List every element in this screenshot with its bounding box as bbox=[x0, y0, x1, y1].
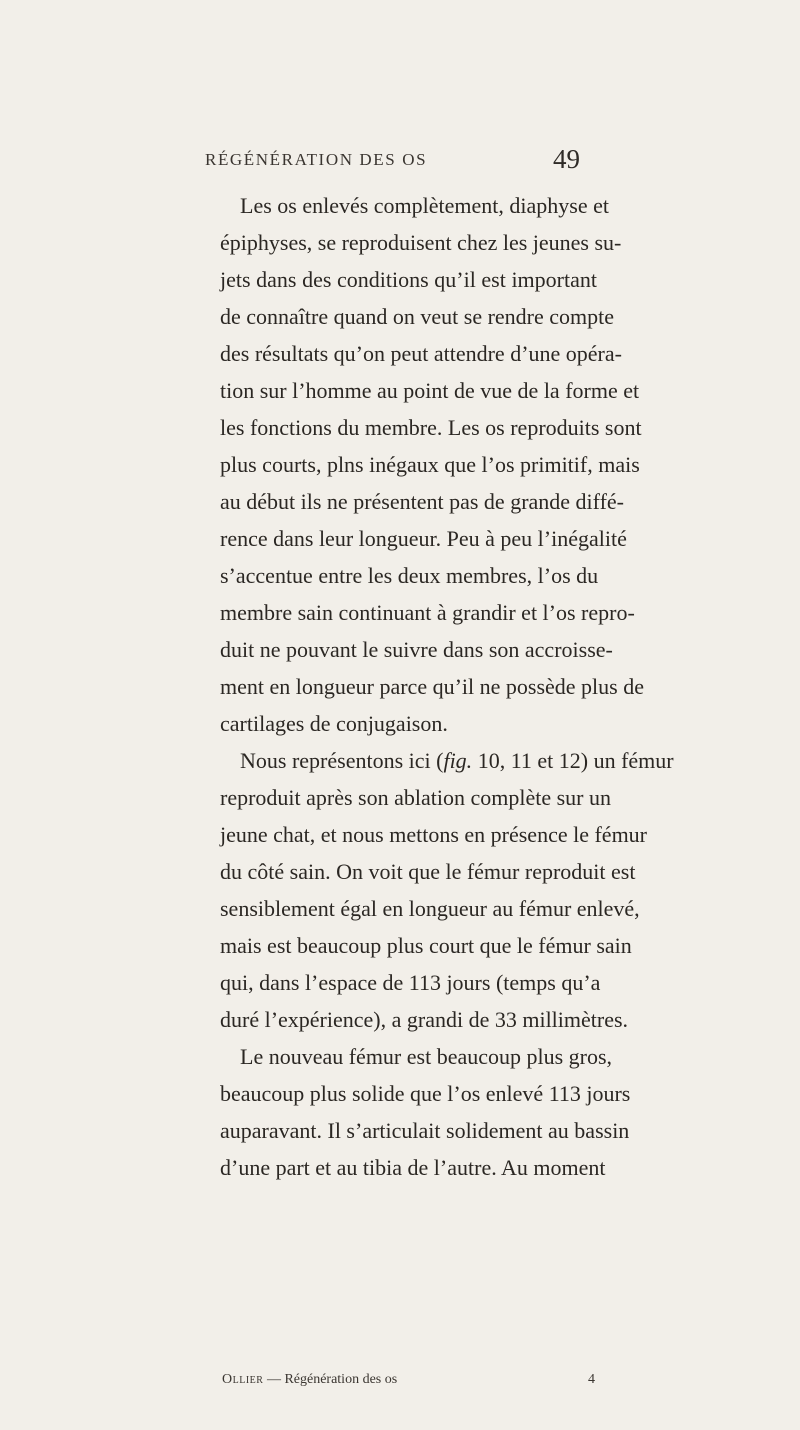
text-line: mais est beaucoup plus court que le fémur sain bbox=[220, 933, 632, 958]
footer-citation bbox=[222, 1372, 397, 1388]
text-line: duré l’expérience), a grandi de 33 millimètres. bbox=[220, 1007, 629, 1032]
running-head bbox=[0, 144, 800, 184]
text-line: d’une part et au tibia de l’autre. Au moment bbox=[220, 1155, 606, 1180]
text-segment: Nous représentons ici ( bbox=[240, 748, 444, 773]
running-title: RÉGÉNÉRATION DES OS bbox=[205, 150, 428, 169]
body-text bbox=[220, 187, 674, 1186]
text-line: Les os enlevés complètement, diaphyse et bbox=[240, 193, 609, 218]
text-line: ment en longueur parce qu’il ne possède plus de bbox=[220, 674, 644, 699]
text-line: jets dans des conditions qu’il est important bbox=[220, 267, 597, 292]
text-line: qui, dans l’espace de 113 jours (temps qu’a bbox=[220, 970, 601, 995]
signature-mark: 4 bbox=[588, 1372, 595, 1387]
text-line: beaucoup plus solide que l’os enlevé 113 jours bbox=[220, 1081, 631, 1106]
text-line: de connaître quand on veut se rendre compte bbox=[220, 304, 615, 329]
text-line: membre sain continuant à grandir et l’os repro- bbox=[220, 600, 635, 625]
text-line: jeune chat, et nous mettons en présence le fémur bbox=[220, 822, 648, 847]
text-line: des résultats qu’on peut attendre d’une opéra- bbox=[220, 341, 622, 366]
text-line: du côté sain. On voit que le fémur reproduit est bbox=[220, 859, 636, 884]
text-line: les fonctions du membre. Les os reproduits sont bbox=[220, 415, 642, 440]
figure-abbreviation: fig. bbox=[443, 748, 473, 773]
footer-author: Ollier bbox=[222, 1372, 264, 1387]
text-line: plus courts, plns inégaux que l’os primitif, mais bbox=[220, 452, 640, 477]
text-line-figure-reference bbox=[220, 742, 674, 779]
text-line: cartilages de conjugaison. bbox=[220, 711, 448, 736]
text-line: tion sur l’homme au point de vue de la forme et bbox=[220, 378, 640, 403]
text-line: au début ils ne présentent pas de grande diffé- bbox=[220, 489, 625, 514]
text-line: épiphyses, se reproduisent chez les jeunes su- bbox=[220, 230, 622, 255]
text-line: rence dans leur longueur. Peu à peu l’inégalité bbox=[220, 526, 627, 551]
text-line: reproduit après son ablation complète sur un bbox=[220, 785, 612, 810]
text-line: Le nouveau fémur est beaucoup plus gros, bbox=[240, 1044, 613, 1069]
text-line: sensiblement égal en longueur au fémur enlevé, bbox=[220, 896, 640, 921]
page-footer bbox=[220, 1372, 597, 1396]
text-segment: 10, 11 et 12) un fémur bbox=[472, 748, 674, 773]
text-line: auparavant. Il s’articulait solidement au bassin bbox=[220, 1118, 630, 1143]
page-number: 49 bbox=[553, 144, 580, 174]
footer-title: — Régénération des os bbox=[266, 1372, 398, 1387]
text-line: s’accentue entre les deux membres, l’os du bbox=[220, 563, 599, 588]
text-line: duit ne pouvant le suivre dans son accroisse- bbox=[220, 637, 613, 662]
